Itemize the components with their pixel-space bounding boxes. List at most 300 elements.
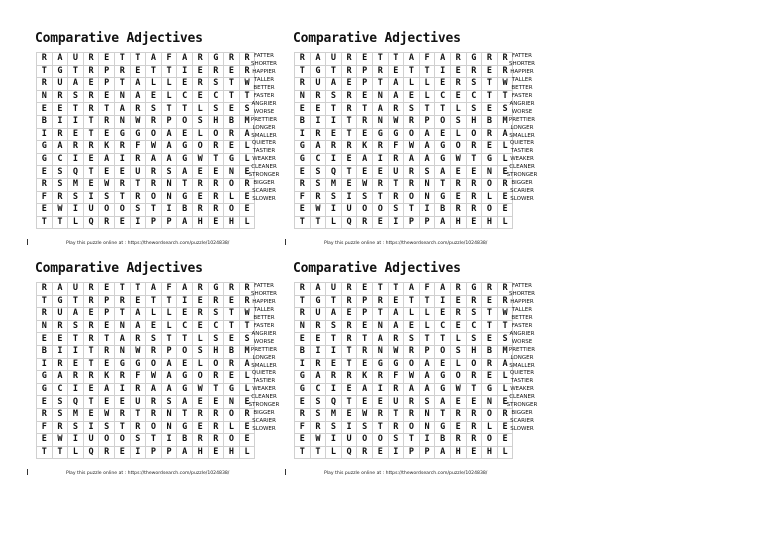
grid-cell: T: [404, 204, 420, 217]
grid-cell: C: [466, 320, 482, 333]
grid-cell: S: [466, 78, 482, 91]
grid-cell: T: [114, 308, 130, 321]
grid-cell: R: [388, 103, 404, 116]
grid-cell: E: [239, 191, 255, 204]
grid-cell: T: [482, 320, 498, 333]
grid-cell: S: [326, 421, 342, 434]
grid-cell: E: [450, 421, 466, 434]
grid-cell: E: [177, 308, 193, 321]
grid-cell: U: [130, 396, 146, 409]
grid-cell: S: [52, 408, 68, 421]
grid-cell: R: [130, 383, 146, 396]
grid-row: [295, 216, 513, 229]
grid-row: [295, 128, 513, 141]
grid-cell: T: [114, 191, 130, 204]
grid-cell: B: [224, 115, 240, 128]
grid-cell: T: [161, 295, 177, 308]
grid-cell: T: [239, 90, 255, 103]
puzzle-title: Comparative Adjectives: [293, 261, 461, 276]
grid-cell: R: [52, 128, 68, 141]
grid-cell: I: [83, 191, 99, 204]
grid-cell: R: [372, 371, 388, 384]
grid-cell: E: [450, 166, 466, 179]
grid-cell: E: [466, 166, 482, 179]
grid-cell: E: [482, 295, 498, 308]
grid-cell: F: [419, 283, 435, 296]
grid-cell: A: [177, 53, 193, 66]
grid-row: [295, 115, 513, 128]
grid-row: [37, 446, 255, 459]
grid-cell: I: [341, 191, 357, 204]
grid-row: [37, 371, 255, 384]
grid-cell: Q: [326, 396, 342, 409]
scan-mark: [285, 469, 286, 475]
grid-cell: E: [295, 434, 311, 447]
grid-cell: F: [130, 371, 146, 384]
grid-cell: L: [239, 446, 255, 459]
grid-cell: R: [466, 408, 482, 421]
grid-cell: L: [404, 78, 420, 91]
word-list-item: SHORTER: [250, 60, 278, 67]
grid-cell: T: [68, 295, 84, 308]
grid-cell: U: [130, 166, 146, 179]
grid-row: [295, 103, 513, 116]
grid-cell: N: [419, 178, 435, 191]
grid-row: [295, 446, 513, 459]
word-list-item: QUIETER: [509, 370, 535, 377]
grid-cell: A: [357, 153, 373, 166]
grid-cell: R: [83, 103, 99, 116]
grid-cell: C: [208, 90, 224, 103]
grid-row: [295, 396, 513, 409]
grid-cell: S: [99, 421, 115, 434]
grid-cell: T: [161, 103, 177, 116]
word-list-item: TASTIER: [510, 148, 534, 155]
grid-row: [37, 383, 255, 396]
grid-cell: W: [239, 308, 255, 321]
grid-cell: T: [466, 383, 482, 396]
grid-cell: N: [161, 421, 177, 434]
grid-cell: E: [239, 421, 255, 434]
grid-cell: R: [83, 283, 99, 296]
grid-cell: T: [130, 178, 146, 191]
grid-cell: N: [482, 166, 498, 179]
grid-cell: L: [482, 421, 498, 434]
grid-cell: M: [326, 178, 342, 191]
grid-row: [37, 345, 255, 358]
grid-cell: E: [388, 295, 404, 308]
grid-cell: R: [37, 283, 53, 296]
grid-cell: E: [224, 103, 240, 116]
grid-cell: E: [450, 396, 466, 409]
grid-cell: E: [99, 166, 115, 179]
grid-cell: E: [192, 396, 208, 409]
grid-cell: P: [419, 345, 435, 358]
word-list-item: BIGGER: [253, 180, 275, 187]
grid-cell: I: [435, 295, 451, 308]
grid-cell: R: [372, 408, 388, 421]
word-list-item: FATTER: [254, 283, 274, 289]
grid-cell: R: [341, 53, 357, 66]
grid-cell: T: [68, 65, 84, 78]
grid-cell: R: [450, 434, 466, 447]
grid-cell: A: [130, 320, 146, 333]
grid-cell: O: [114, 434, 130, 447]
grid-cell: S: [208, 78, 224, 91]
grid-cell: S: [310, 408, 326, 421]
grid-cell: W: [404, 141, 420, 154]
grid-cell: A: [161, 153, 177, 166]
grid-cell: O: [192, 141, 208, 154]
grid-cell: A: [52, 141, 68, 154]
grid-cell: E: [295, 166, 311, 179]
grid-cell: R: [341, 295, 357, 308]
word-list-item: SCARIER: [252, 188, 276, 195]
grid-cell: O: [482, 204, 498, 217]
grid-cell: P: [146, 446, 162, 459]
grid-cell: G: [466, 53, 482, 66]
grid-cell: E: [466, 446, 482, 459]
grid-cell: B: [295, 115, 311, 128]
grid-cell: I: [310, 345, 326, 358]
grid-cell: E: [310, 333, 326, 346]
grid-cell: T: [419, 103, 435, 116]
grid-cell: G: [388, 128, 404, 141]
grid-cell: R: [310, 128, 326, 141]
grid-cell: T: [68, 333, 84, 346]
grid-cell: W: [388, 115, 404, 128]
grid-cell: F: [388, 371, 404, 384]
grid-cell: E: [357, 283, 373, 296]
grid-cell: G: [224, 153, 240, 166]
grid-row: [295, 65, 513, 78]
grid-cell: A: [388, 308, 404, 321]
grid-cell: S: [99, 191, 115, 204]
word-list-item: STRONGER: [506, 172, 538, 179]
grid-cell: C: [310, 153, 326, 166]
grid-cell: I: [388, 216, 404, 229]
grid-row: [37, 333, 255, 346]
grid-cell: S: [404, 103, 420, 116]
grid-cell: C: [52, 153, 68, 166]
grid-cell: R: [99, 446, 115, 459]
grid-cell: T: [114, 283, 130, 296]
grid-cell: O: [466, 128, 482, 141]
grid-cell: G: [466, 283, 482, 296]
grid-cell: U: [68, 53, 84, 66]
grid-cell: N: [114, 320, 130, 333]
grid-cell: G: [114, 128, 130, 141]
grid-cell: R: [341, 283, 357, 296]
grid-cell: E: [450, 191, 466, 204]
grid-cell: R: [310, 191, 326, 204]
grid-cell: A: [52, 53, 68, 66]
grid-cell: R: [52, 320, 68, 333]
word-list-item: PRETTIER: [250, 346, 278, 353]
grid-cell: W: [357, 408, 373, 421]
grid-cell: E: [224, 295, 240, 308]
grid-cell: T: [37, 295, 53, 308]
grid-cell: T: [341, 358, 357, 371]
grid-cell: R: [466, 178, 482, 191]
grid-cell: A: [177, 396, 193, 409]
grid-cell: K: [357, 141, 373, 154]
grid-cell: E: [372, 396, 388, 409]
grid-cell: T: [482, 78, 498, 91]
grid-cell: S: [130, 204, 146, 217]
grid-cell: R: [326, 371, 342, 384]
grid-cell: N: [419, 421, 435, 434]
grid-cell: R: [192, 178, 208, 191]
grid-cell: O: [146, 191, 162, 204]
grid-cell: G: [177, 371, 193, 384]
grid-cell: S: [404, 333, 420, 346]
grid-cell: P: [99, 65, 115, 78]
grid-cell: R: [83, 295, 99, 308]
grid-cell: W: [130, 345, 146, 358]
word-list-item: QUIETER: [509, 140, 535, 147]
grid-cell: T: [419, 295, 435, 308]
grid-cell: W: [310, 204, 326, 217]
grid-cell: T: [404, 65, 420, 78]
grid-cell: K: [357, 371, 373, 384]
grid-cell: E: [99, 396, 115, 409]
grid-cell: S: [497, 103, 513, 116]
grid-cell: E: [37, 434, 53, 447]
word-list-item: SLOWER: [252, 196, 276, 203]
grid-cell: O: [224, 434, 240, 447]
word-list-item: FASTER: [511, 322, 533, 329]
grid-cell: T: [497, 320, 513, 333]
grid-row: [295, 421, 513, 434]
grid-cell: R: [466, 371, 482, 384]
grid-cell: L: [419, 78, 435, 91]
grid-cell: G: [482, 383, 498, 396]
grid-cell: T: [146, 434, 162, 447]
grid-cell: A: [435, 446, 451, 459]
grid-cell: H: [450, 446, 466, 459]
grid-cell: S: [450, 115, 466, 128]
grid-cell: R: [114, 408, 130, 421]
grid-cell: S: [52, 166, 68, 179]
grid-cell: K: [99, 371, 115, 384]
grid-cell: E: [239, 166, 255, 179]
grid-cell: S: [326, 320, 342, 333]
grid-cell: R: [357, 216, 373, 229]
word-list-item: WORSE: [253, 338, 275, 345]
grid-cell: U: [388, 166, 404, 179]
grid-cell: E: [99, 283, 115, 296]
grid-cell: I: [326, 115, 342, 128]
grid-cell: W: [404, 371, 420, 384]
grid-cell: E: [482, 333, 498, 346]
grid-cell: E: [224, 371, 240, 384]
grid-cell: N: [114, 115, 130, 128]
grid-cell: E: [482, 141, 498, 154]
grid-cell: S: [310, 396, 326, 409]
grid-cell: I: [372, 383, 388, 396]
grid-cell: R: [310, 421, 326, 434]
grid-row: [37, 178, 255, 191]
grid-cell: R: [357, 115, 373, 128]
grid-cell: R: [326, 141, 342, 154]
grid-cell: H: [208, 115, 224, 128]
grid-cell: I: [52, 115, 68, 128]
grid-cell: H: [192, 216, 208, 229]
grid-cell: E: [37, 166, 53, 179]
word-search-puzzle-3: [35, 261, 285, 477]
grid-cell: T: [83, 345, 99, 358]
grid-cell: T: [388, 178, 404, 191]
grid-cell: R: [224, 358, 240, 371]
grid-cell: E: [52, 103, 68, 116]
word-list-item: PRETTIER: [508, 346, 536, 353]
grid-cell: R: [99, 345, 115, 358]
grid-row: [295, 178, 513, 191]
grid-cell: R: [239, 53, 255, 66]
grid-cell: R: [388, 383, 404, 396]
grid-cell: A: [130, 78, 146, 91]
grid-cell: Q: [341, 446, 357, 459]
word-list-item: LONGER: [510, 354, 534, 361]
grid-cell: N: [372, 115, 388, 128]
grid-cell: R: [466, 204, 482, 217]
grid-row: [295, 371, 513, 384]
grid-cell: P: [419, 115, 435, 128]
grid-cell: R: [341, 320, 357, 333]
grid-cell: L: [326, 446, 342, 459]
grid-row: [37, 396, 255, 409]
grid-cell: I: [388, 446, 404, 459]
grid-cell: S: [388, 434, 404, 447]
grid-cell: I: [177, 65, 193, 78]
grid-cell: L: [146, 78, 162, 91]
grid-cell: A: [161, 128, 177, 141]
grid-cell: O: [357, 204, 373, 217]
grid-cell: T: [224, 320, 240, 333]
word-list-item: STRONGER: [248, 402, 280, 409]
grid-cell: R: [192, 204, 208, 217]
grid-cell: W: [146, 371, 162, 384]
grid-cell: A: [419, 371, 435, 384]
word-list-item: LONGER: [252, 354, 276, 361]
grid-row: [295, 333, 513, 346]
word-list-item: FATTER: [512, 53, 532, 59]
puzzle-title: Comparative Adjectives: [293, 31, 461, 46]
grid-cell: I: [52, 345, 68, 358]
grid-cell: T: [52, 446, 68, 459]
grid-cell: O: [450, 141, 466, 154]
grid-cell: E: [450, 295, 466, 308]
grid-cell: A: [419, 128, 435, 141]
word-list-item: TALLER: [253, 76, 275, 83]
grid-row: [37, 320, 255, 333]
grid-cell: S: [326, 191, 342, 204]
word-list-item: SHORTER: [508, 60, 536, 67]
grid-cell: L: [404, 308, 420, 321]
grid-cell: L: [326, 216, 342, 229]
grid-cell: R: [130, 333, 146, 346]
grid-cell: A: [146, 283, 162, 296]
grid-cell: W: [310, 434, 326, 447]
word-list: [501, 283, 543, 434]
grid-cell: B: [224, 345, 240, 358]
grid-cell: T: [341, 166, 357, 179]
word-list-item: SMALLER: [251, 362, 277, 369]
grid-cell: R: [208, 191, 224, 204]
grid-cell: A: [68, 308, 84, 321]
grid-cell: U: [310, 308, 326, 321]
grid-cell: T: [482, 308, 498, 321]
grid-cell: O: [404, 191, 420, 204]
grid-cell: E: [295, 204, 311, 217]
grid-cell: T: [466, 153, 482, 166]
word-list-item: ANGRIER: [509, 100, 535, 107]
grid-cell: E: [83, 308, 99, 321]
grid-cell: T: [357, 103, 373, 116]
grid-cell: R: [208, 204, 224, 217]
grid-cell: R: [295, 283, 311, 296]
grid-cell: R: [68, 371, 84, 384]
grid-cell: R: [37, 178, 53, 191]
grid-cell: E: [450, 320, 466, 333]
grid-cell: H: [482, 446, 498, 459]
grid-cell: S: [466, 308, 482, 321]
grid-cell: P: [161, 446, 177, 459]
grid-cell: R: [192, 283, 208, 296]
grid-cell: A: [99, 383, 115, 396]
grid-cell: R: [497, 65, 513, 78]
grid-cell: E: [372, 166, 388, 179]
grid-cell: T: [130, 283, 146, 296]
grid-cell: A: [404, 283, 420, 296]
grid-cell: O: [224, 178, 240, 191]
grid-cell: W: [450, 383, 466, 396]
grid-cell: U: [326, 283, 342, 296]
grid-cell: O: [192, 371, 208, 384]
grid-cell: C: [435, 90, 451, 103]
grid-cell: L: [450, 128, 466, 141]
word-list-item: WORSE: [253, 108, 275, 115]
grid-cell: S: [310, 178, 326, 191]
grid-cell: N: [372, 345, 388, 358]
grid-cell: R: [146, 115, 162, 128]
grid-row: [295, 283, 513, 296]
grid-cell: E: [99, 128, 115, 141]
grid-cell: R: [83, 65, 99, 78]
grid-cell: P: [161, 216, 177, 229]
grid-cell: R: [372, 65, 388, 78]
grid-row: [37, 421, 255, 434]
grid-cell: R: [130, 421, 146, 434]
grid-cell: E: [37, 103, 53, 116]
grid-cell: T: [326, 103, 342, 116]
word-list-item: CLEANER: [251, 394, 277, 401]
grid-cell: G: [435, 371, 451, 384]
grid-cell: S: [419, 166, 435, 179]
grid-cell: T: [224, 90, 240, 103]
grid-cell: I: [68, 153, 84, 166]
grid-cell: T: [341, 128, 357, 141]
letter-grid: [294, 282, 513, 459]
word-list-item: SHORTER: [250, 290, 278, 297]
grid-cell: R: [357, 446, 373, 459]
grid-cell: L: [497, 383, 513, 396]
grid-cell: F: [130, 141, 146, 154]
grid-cell: L: [239, 383, 255, 396]
grid-cell: T: [372, 53, 388, 66]
grid-cell: W: [146, 141, 162, 154]
